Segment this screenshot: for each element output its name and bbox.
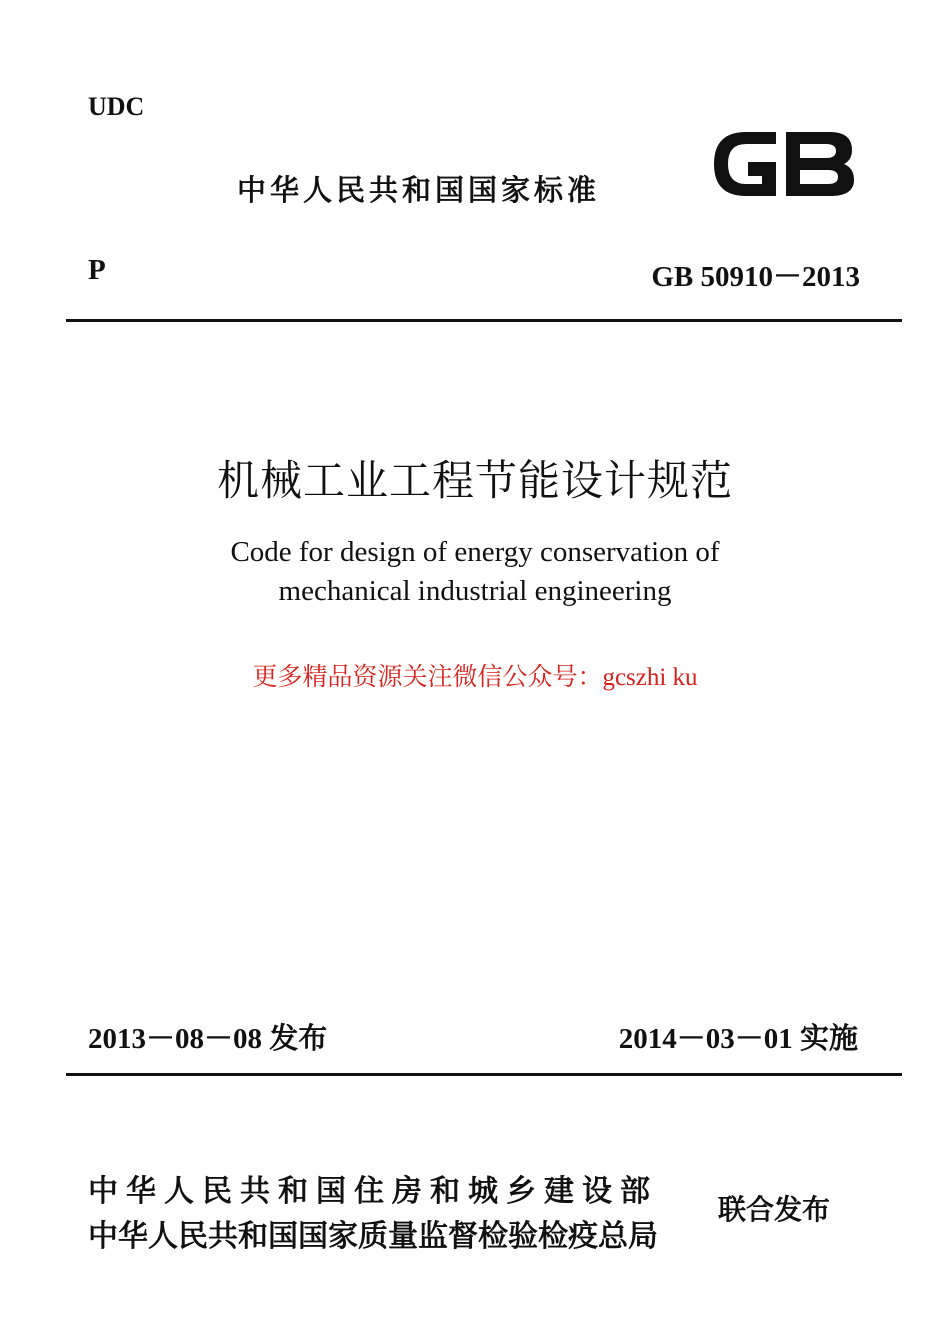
title-english-line-1: Code for design of energy conservation of: [230, 536, 720, 568]
implementation-date: 2014－03－01 实施: [618, 1023, 858, 1055]
wechat-notice: 更多精品资源关注微信公众号：gcszhi ku: [252, 664, 698, 691]
gb-logo-icon: [706, 122, 858, 206]
joint-issue-label: 联合发布: [718, 1193, 831, 1226]
national-standard-title: 中华人民共和国国家标准: [237, 173, 601, 207]
udc-label: UDC: [88, 92, 145, 121]
category-code: P: [88, 254, 106, 286]
bottom-divider: [66, 1073, 902, 1076]
standard-code: GB 50910－2013: [651, 261, 860, 293]
issuer-ministry-housing: 中华人民共和国住房和城乡建设部: [88, 1174, 658, 1209]
issuer-quality-supervision: 中华人民共和国国家质量监督检验检疫总局: [88, 1219, 658, 1254]
issue-date: 2013－08－08 发布: [88, 1023, 328, 1055]
title-english-line-2: mechanical industrial engineering: [278, 575, 672, 607]
top-divider: [66, 319, 902, 322]
title-chinese: 机械工业工程节能设计规范: [216, 459, 733, 505]
